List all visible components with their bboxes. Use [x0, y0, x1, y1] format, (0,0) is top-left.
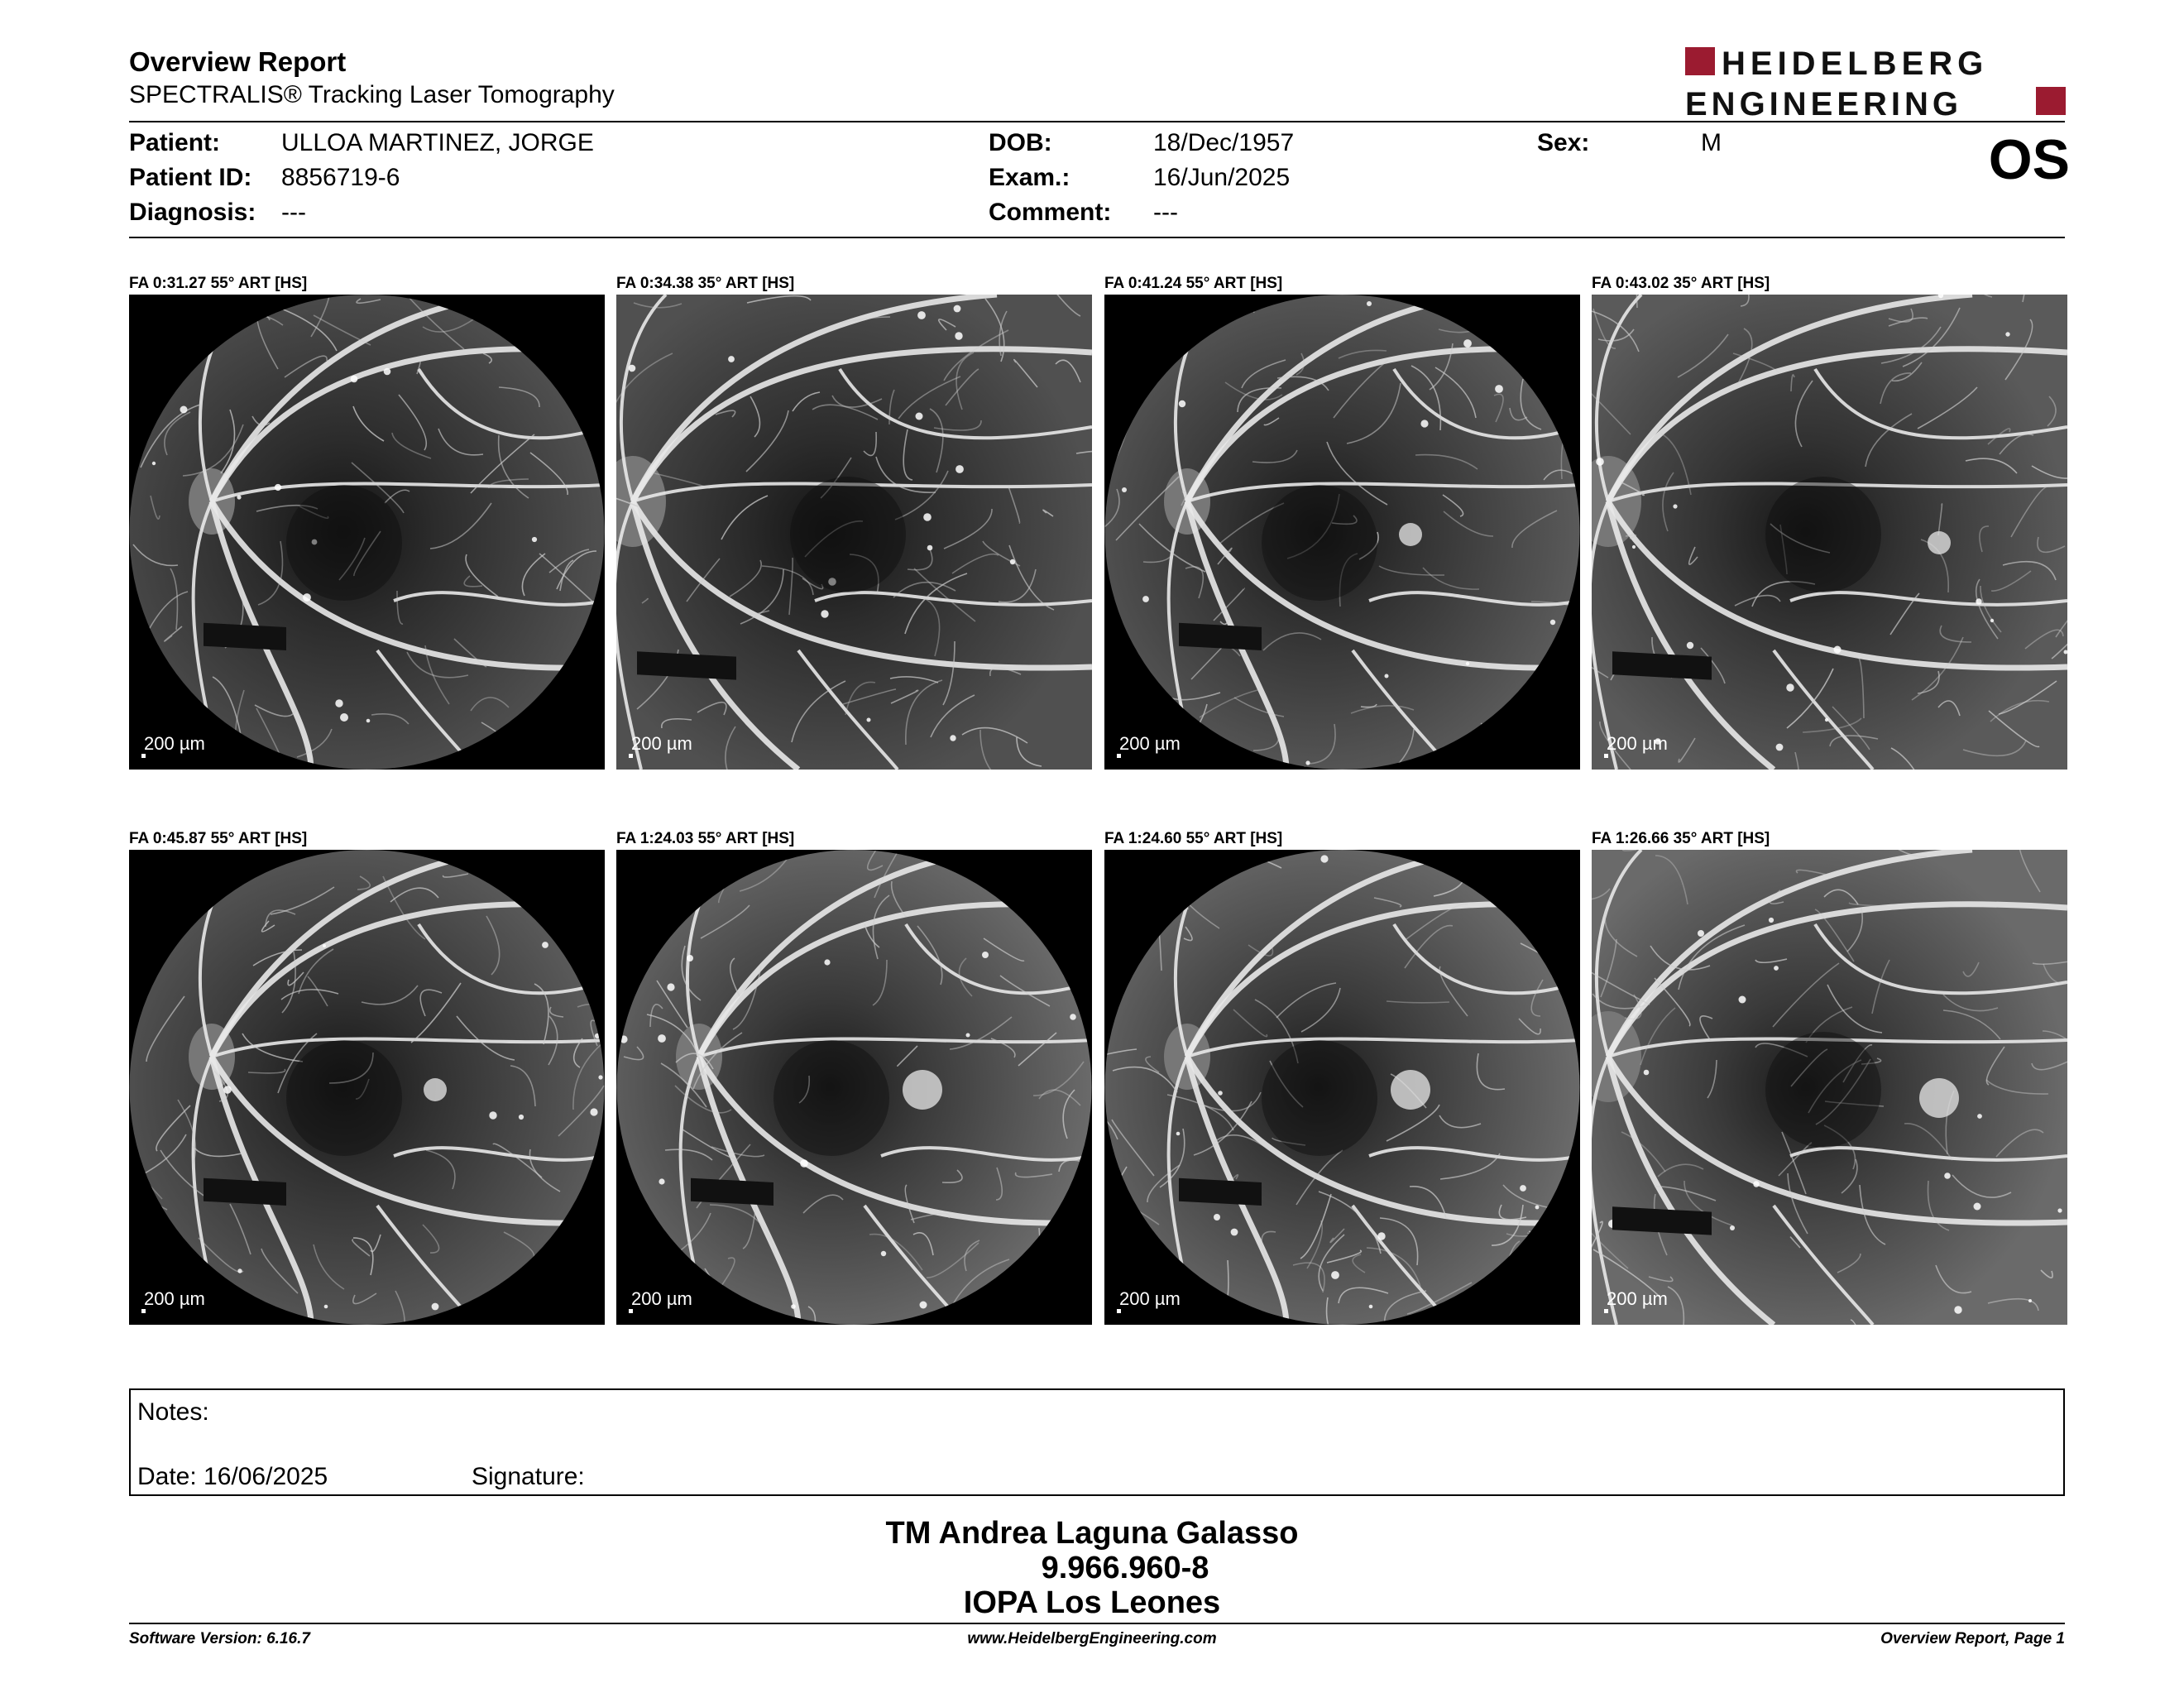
fundus-angiogram-image[interactable]	[616, 850, 1092, 1325]
fundus-angiogram-image[interactable]	[1104, 850, 1580, 1325]
patient-id: 8856719-6	[281, 164, 400, 191]
exam-label: Exam.:	[989, 164, 1070, 191]
signature-label: Signature:	[472, 1463, 585, 1490]
scale-label: 200 µm	[144, 1288, 205, 1309]
patient-id-label: Patient ID:	[129, 164, 252, 191]
sex-label: Sex:	[1537, 129, 1590, 156]
footer-divider	[129, 1623, 2065, 1624]
dob-value: 18/Dec/1957	[1153, 129, 1295, 156]
scale-label: 200 µm	[1119, 1288, 1181, 1309]
image-caption: FA 1:24.03 55° ART [HS]	[616, 830, 795, 847]
notes-label: Notes:	[137, 1398, 209, 1426]
info-divider	[129, 237, 2065, 238]
fundus-angiogram-image[interactable]	[1592, 850, 2067, 1325]
scale-label: 200 µm	[1119, 733, 1181, 754]
image-caption: FA 0:34.38 35° ART [HS]	[616, 275, 795, 292]
patient-label: Patient:	[129, 129, 221, 156]
image-caption: FA 1:26.66 35° ART [HS]	[1592, 830, 1770, 847]
image-caption: FA 0:41.24 55° ART [HS]	[1104, 275, 1283, 292]
notes-date: Date: 16/06/2025	[137, 1463, 328, 1490]
image-caption: FA 1:24.60 55° ART [HS]	[1104, 830, 1283, 847]
notes-box[interactable]	[129, 1388, 2065, 1496]
comment-label: Comment:	[989, 199, 1112, 226]
fundus-angiogram-image[interactable]	[1592, 295, 2067, 770]
scale-label: 200 µm	[144, 733, 205, 754]
svg-text:HEIDELBERG: HEIDELBERG	[1722, 46, 1989, 82]
diagnosis-value: ---	[281, 199, 306, 226]
eye-indicator: OS	[1988, 128, 2070, 191]
header-divider	[129, 121, 2065, 122]
heidelberg-logo	[1685, 46, 2066, 118]
image-caption: FA 0:45.87 55° ART [HS]	[129, 830, 308, 847]
technician-name: TM Andrea Laguna Galasso	[885, 1516, 1299, 1551]
fundus-angiogram-image[interactable]	[616, 295, 1092, 770]
comment-value: ---	[1153, 199, 1178, 226]
software-version: Software Version: 6.16.7	[129, 1630, 310, 1647]
svg-text:ENGINEERING: ENGINEERING	[1685, 86, 1963, 118]
scale-label: 200 µm	[1607, 1288, 1668, 1309]
website-link[interactable]: www.HeidelbergEngineering.com	[967, 1630, 1217, 1647]
image-caption: FA 0:31.27 55° ART [HS]	[129, 275, 308, 292]
report-title: Overview Report	[129, 46, 347, 77]
scale-label: 200 µm	[1607, 733, 1668, 754]
image-caption: FA 0:43.02 35° ART [HS]	[1592, 275, 1770, 292]
institution-name: IOPA Los Leones	[963, 1585, 1221, 1620]
fundus-angiogram-image[interactable]	[129, 850, 605, 1325]
exam-date: 16/Jun/2025	[1153, 164, 1291, 191]
technician-rut: 9.966.960-8	[1041, 1551, 1209, 1585]
page-number: Overview Report, Page 1	[1880, 1630, 2065, 1647]
diagnosis-label: Diagnosis:	[129, 199, 256, 226]
sex-value: M	[1701, 129, 1722, 156]
patient-name: ULLOA MARTINEZ, JORGE	[281, 129, 594, 156]
scale-label: 200 µm	[631, 1288, 692, 1309]
fundus-angiogram-image[interactable]	[129, 295, 605, 770]
scale-label: 200 µm	[631, 733, 692, 754]
dob-label: DOB:	[989, 129, 1052, 156]
report-subtitle: SPECTRALIS® Tracking Laser Tomography	[129, 81, 615, 108]
fundus-angiogram-image[interactable]	[1104, 295, 1580, 770]
